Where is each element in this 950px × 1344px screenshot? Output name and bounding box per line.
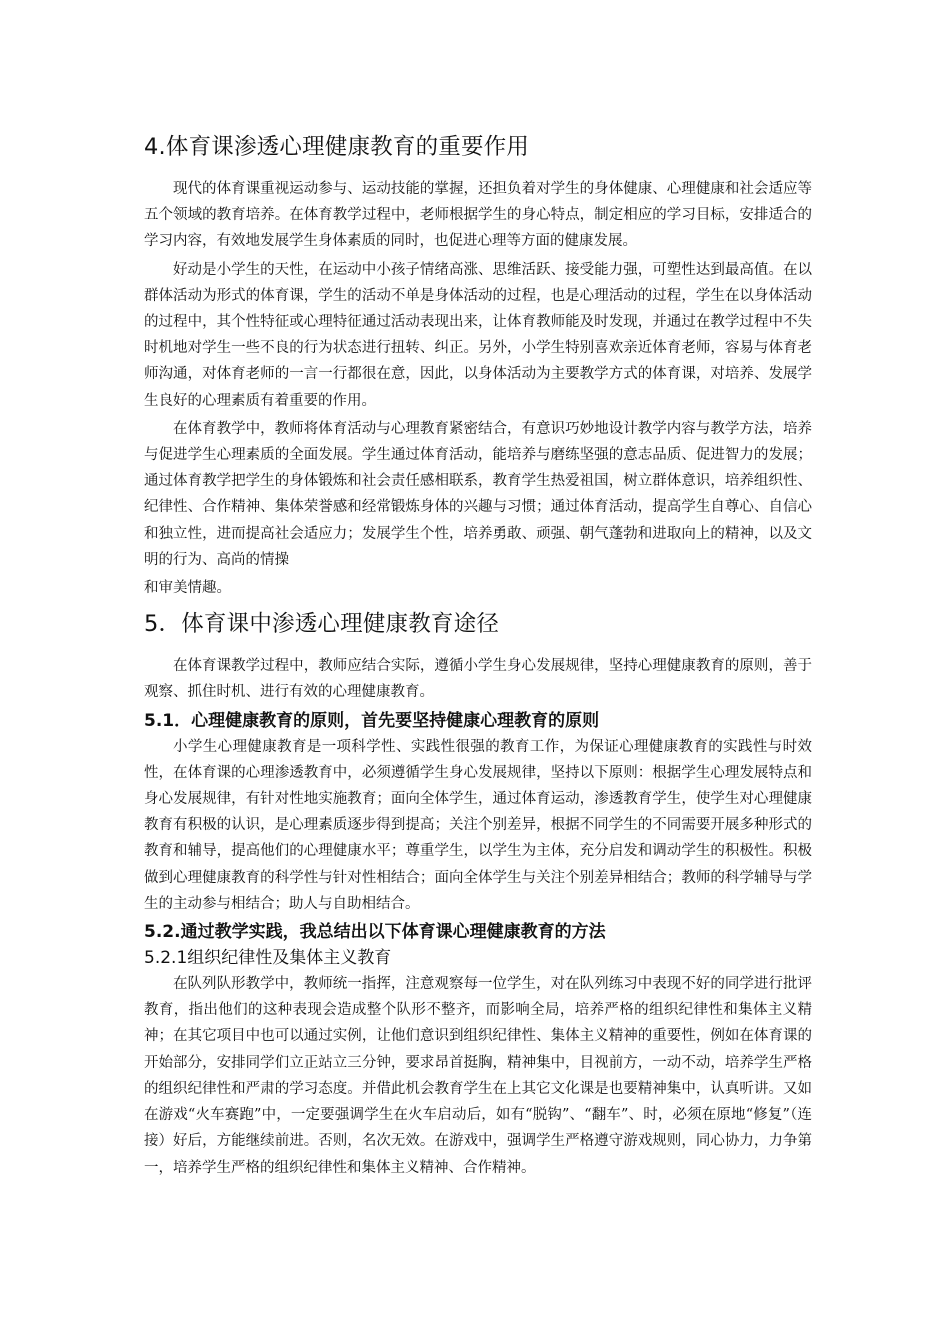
section-5-1-heading: 5.1．心理健康教育的原则，首先要坚持健康心理教育的原则 [144, 710, 600, 731]
section-5-heading: 5．体育课中渗透心理健康教育途径 [144, 611, 500, 638]
paragraph: 现代的体育课重视运动参与、运动技能的掌握，还担负着对学生的身体健康、心理健康和社会适应等五个领域的教育培养。在体育教学过程中，老师根据学生的身心特点，制定相应的学习目标，安排适合的学习内容，有效地发展学生身体素质的同时，也促进心理等方面的健康发展。 [144, 181, 812, 250]
paragraph: 好动是小学生的天性，在运动中小孩子情绪高涨、思维活跃、接受能力强，可塑性达到最高值。在以群体活动为形式的体育课，学生的活动不单是身体活动的过程，也是心理活动的过程，学生在以身体活动的过程中，其个性特征或心理特征通过活动表现出来，让体育教师能及时发现，并通过在教学过程中不失时机地对学生一些不良的行为状态进行扭转、纠正。另外，小学生特别喜欢亲近体育老师，容易与体育老师沟通，对体育老师的一言一行都很在意，因此，以身体活动为主要教学方式的体育课，对培养、发展学生良好的心理素质有着重要的作用。 [144, 261, 812, 409]
document-body [144, 130, 812, 1183]
paragraph: 小学生心理健康教育是一项科学性、实践性很强的教育工作，为保证心理健康教育的实践性与时效性，在体育课的心理渗透教育中，必须遵循学生身心发展规律，坚持以下原则：根据学生心理发展特点和身心发展规律，有针对性地实施教育；面向全体学生，通过体育运动，渗透教育学生，使学生对心理健康教育有积极的认识，是心理素质逐步得到提高；关注个别差异，根据不同学生的不同需要开展多种形式的教育和辅导，提高他们的心理健康水平；尊重学生，以学生为主体，充分启发和调动学生的积极性。积极做到心理健康教育的科学性与针对性相结合；面向全体学生与关注个别差异相结合；教师的科学辅导与学生的主动参与相结合；助人与自助相结合。 [144, 738, 812, 912]
section-4-heading: 4.体育课渗透心理健康教育的重要作用 [144, 134, 530, 160]
paragraph-continuation: 和审美情趣。 [144, 580, 231, 597]
section-5-2-heading: 5.2.通过教学实践，我总结出以下体育课心理健康教育的方法 [144, 922, 606, 943]
paragraph: 在队列队形教学中，教师统一指挥，注意观察每一位学生，对在队列练习中表现不好的同学进行批评教育，指出他们的这种表现会造成整个队形不整齐，而影响全局，培养严格的组织纪律性和集体主义精神；在其它项目中也可以通过实例，让他们意识到组织纪律性、集体主义精神的重要性，例如在体育课的开始部分，安排同学们立正站立三分钟，要求昂首挺胸，精神集中，目视前方，一动不动，培养学生严格的组织纪律性和严肃的学习态度。并借此机会教育学生在上其它文化课是也要精神集中，认真听讲。又如在游戏“火车赛跑”中，一定要强调学生在火车启动后，如有“脱钩”、“翻车”、时，必须在原地“修复”（连接）好后，方能继续前进。否则，名次无效。在游戏中，强调学生严格遵守游戏规则，同心协力，力争第一，培养学生严格的组织纪律性和集体主义精神、合作精神。 [144, 976, 812, 1176]
paragraph: 在体育教学中，教师将体育活动与心理教育紧密结合，有意识巧妙地设计教学内容与教学方法，培养与促进学生心理素质的全面发展。学生通过体育活动，能培养与磨练坚强的意志品质、促进智力的发展；通过体育教学把学生的身体锻炼和社会责任感相联系，教育学生热爱祖国，树立群体意识，培养组织性、纪律性、合作精神、集体荣誉感和经常锻炼身体的兴趣与习惯；通过体育活动，提高学生自尊心、自信心和独立性，进而提高社会适应力；发展学生个性，培养勇敢、顽强、朝气蓬勃和进取向上的精神，以及文明的行为、高尚的情操 [144, 420, 812, 568]
paragraph: 在体育课教学过程中，教师应结合实际，遵循小学生身心发展规律，坚持心理健康教育的原则，善于观察、抓住时机、进行有效的心理健康教育。 [144, 658, 812, 701]
section-5-2-1-heading: 5.2.1组织纪律性及集体主义教育 [144, 948, 392, 969]
